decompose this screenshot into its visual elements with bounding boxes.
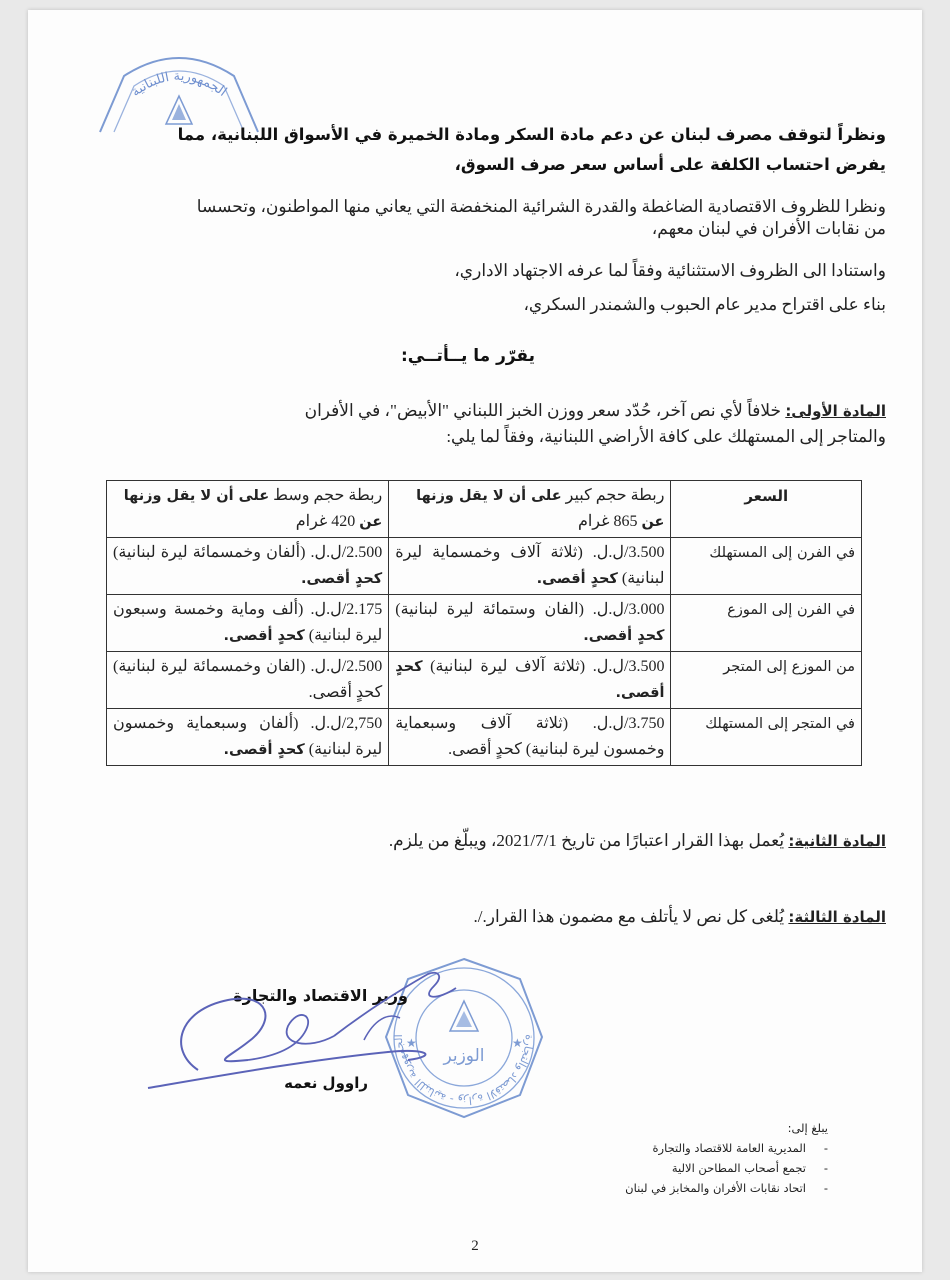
row-label: في المتجر إلى المستهلك bbox=[671, 709, 862, 766]
cc-heading: يبلغ إلى: bbox=[787, 1121, 828, 1135]
page-number: 2 bbox=[471, 1238, 479, 1254]
intro-line-2: يفرض احتساب الكلفة على أساس سعر صرف السوق، bbox=[454, 155, 886, 174]
header-medium-bundle: ربطة حجم وسط على أن لا يقل وزنها عن 420 غرام bbox=[107, 481, 389, 538]
cc-item: - اتحاد نقابات الأفران والمخابز في لبنان bbox=[625, 1181, 828, 1195]
stamp-star-icon: ★ bbox=[512, 1036, 523, 1050]
stamp-ring-text: الجمهورية اللبنانية - وزارة الاقتصاد والتجارة bbox=[391, 1034, 537, 1108]
intro-line-4: من نقابات الأفران في لبنان معهم، bbox=[651, 219, 886, 238]
document-page bbox=[28, 10, 922, 1272]
decision-heading: يقرّر ما يــأتــي: bbox=[400, 346, 536, 366]
large-price-cell: 3.000/ل.ل. (الفان وستمائة ليرة لبنانية) كحدٍ أقصى. bbox=[389, 595, 671, 652]
signatory-name: راوول نعمه bbox=[284, 1074, 368, 1092]
table-row bbox=[107, 538, 862, 595]
medium-price-cell: 2.500/ل.ل. (الفان وخمسمائة ليرة لبنانية) كحدٍ أقصى. bbox=[107, 652, 389, 709]
article-3-label: المادة الثالثة: bbox=[788, 908, 886, 926]
signatory-title: وزير الاقتصاد والتجارة bbox=[233, 986, 408, 1005]
header-price: السعر bbox=[671, 481, 862, 538]
article-1-label: المادة الأولى: bbox=[785, 402, 886, 420]
bread-price-table bbox=[106, 480, 862, 766]
large-price-cell: 3.750/ل.ل. (ثلاثة آلاف وسبعماية وخمسون ليرة لبنانية) كحدٍ أقصى. bbox=[389, 709, 671, 766]
table-header-row bbox=[107, 481, 862, 538]
article-2-text: يُعمل بهذا القرار اعتبارًا من تاريخ 2021/7/1، ويبلّغ من يلزم. bbox=[388, 831, 785, 850]
medium-price-cell: 2.500/ل.ل. (ألفان وخمسمائة ليرة لبنانية) كحدٍ أقصى. bbox=[107, 538, 389, 595]
table-row bbox=[107, 652, 862, 709]
large-price-cell: 3.500/ل.ل. (ثلاثة آلاف ليرة لبنانية) كحدٍ أقصى. bbox=[389, 652, 671, 709]
intro-line-6: بناء على اقتراح مدير عام الحبوب والشمندر السكري، bbox=[523, 295, 886, 314]
cc-item: - تجمع أصحاب المطاحن الالية bbox=[671, 1161, 828, 1175]
row-label: في الفرن إلى الموزع bbox=[671, 595, 862, 652]
article-2-label: المادة الثانية: bbox=[788, 832, 886, 850]
article-1-line-2: والمتاجر إلى المستهلك على كافة الأراضي اللبنانية، وفقاً لما يلي: bbox=[446, 427, 886, 446]
medium-price-cell: 2,750/ل.ل. (ألفان وسبعماية وخمسون ليرة لبنانية) كحدٍ أقصى. bbox=[107, 709, 389, 766]
cc-item: - المديرية العامة للاقتصاد والتجارة bbox=[652, 1141, 828, 1155]
table-row bbox=[107, 709, 862, 766]
intro-line-3: ونظرا للظروف الاقتصادية الضاغطة والقدرة الشرائية المنخفضة التي يعاني منها المواطنون، وتحسسا bbox=[196, 197, 886, 216]
article-3-text: يُلغى كل نص لا يأتلف مع مضمون هذا القرار./. bbox=[473, 907, 785, 926]
medium-price-cell: 2.175/ل.ل. (ألف وماية وخمسة وسبعون ليرة لبنانية) كحدٍ أقصى. bbox=[107, 595, 389, 652]
handwritten-signature bbox=[138, 960, 478, 1100]
intro-line-5: واستنادا الى الظروف الاستثنائية وفقاً لما عرفه الاجتهاد الاداري، bbox=[454, 261, 886, 280]
row-label: من الموزع إلى المتجر bbox=[671, 652, 862, 709]
header-large-bundle: ربطة حجم كبير على أن لا يقل وزنها عن 865 غرام bbox=[389, 481, 671, 538]
stamp-center-text: الوزير bbox=[443, 1046, 485, 1066]
stamp-star-icon: ★ bbox=[406, 1036, 417, 1050]
large-price-cell: 3.500/ل.ل. (ثلاثة آلاف وخمسماية ليرة لبنانية) كحدٍ أقصى. bbox=[389, 538, 671, 595]
article-1-line-1: خلافاً لأي نص آخر، حُدّد سعر ووزن الخبز اللبناني "الأبيض"، في الأفران bbox=[304, 401, 782, 420]
row-label: في الفرن إلى المستهلك bbox=[671, 538, 862, 595]
table-row bbox=[107, 595, 862, 652]
intro-line-1: ونظراً لتوقف مصرف لبنان عن دعم مادة السكر ومادة الخميرة في الأسواق اللبنانية، مما bbox=[177, 125, 886, 144]
top-stamp-text: الجمهورية اللبنانية bbox=[128, 68, 230, 100]
